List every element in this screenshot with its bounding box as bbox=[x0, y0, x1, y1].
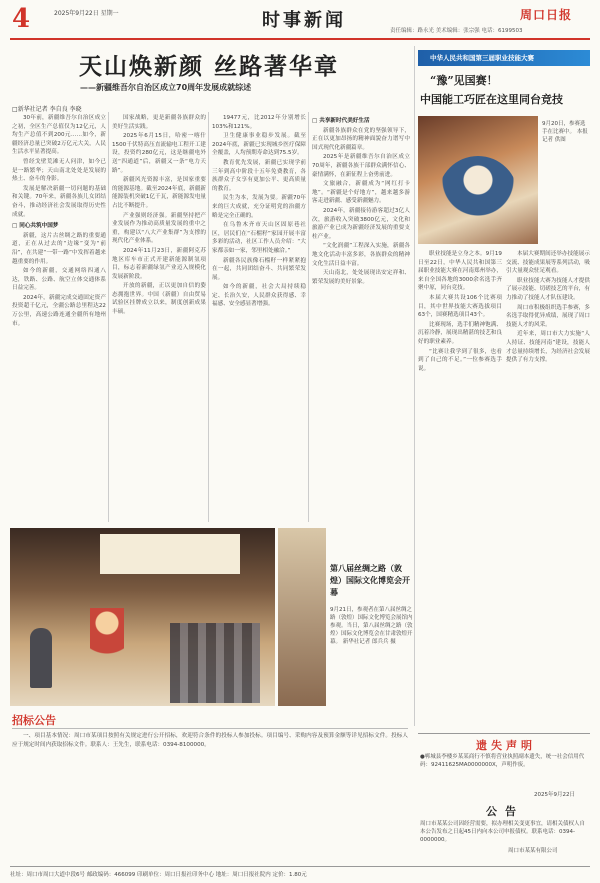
paragraph: 本届大赛共设106个比赛项目，其中世界技能大赛选拔项目63个，国赛精选项目43个。 bbox=[418, 294, 502, 319]
notice-rule bbox=[12, 728, 408, 729]
paragraph: 天山南北，处处展现出安定祥和、繁荣发展的美好景象。 bbox=[312, 270, 410, 285]
lost-notice-title: 遗失声明 bbox=[476, 739, 536, 752]
newspaper-logo: 周口日报 bbox=[520, 8, 573, 22]
expo-photo-strip bbox=[278, 528, 326, 706]
article-title: 天山焕新颜 丝路著华章 bbox=[78, 53, 339, 80]
lost-notice-rule bbox=[418, 733, 590, 734]
contest-photo-caption: 9月20日，参赛选手在比赛中。 本报记者 供图 bbox=[542, 121, 588, 143]
contest-photo bbox=[418, 116, 538, 244]
expo-photo bbox=[10, 528, 275, 706]
right-story-title-line1: “豫”见国赛！ bbox=[430, 74, 498, 87]
paragraph: “比赛让我学到了很多，也看到了自己的不足。”一位参赛选手说。 bbox=[418, 348, 502, 372]
page-header bbox=[0, 0, 600, 42]
photo-visitor bbox=[30, 628, 52, 688]
article-subtitle: ——新疆维吾尔自治区成立70周年发展成就综述 bbox=[80, 83, 252, 92]
section-subhead: □ 同心共筑中国梦 bbox=[12, 223, 59, 230]
paragraph: 比赛现场，选手们精神饱满、沉着冷静，展现出精湛的技艺和良好的职业素养。 bbox=[418, 321, 502, 345]
photo-crowd bbox=[170, 623, 260, 703]
expo-photo-title: 第八届丝绸之路（敦煌）国际文化博览会开幕 bbox=[330, 563, 410, 597]
article-column-2 bbox=[112, 114, 206, 522]
announcement-body: 周口市某某公司因经营需要，拟办理相关变更事宜，请相关债权人自本公告发布之日起45日内向本公司申报债权。联系电话：0394-0000000。 bbox=[420, 821, 586, 843]
page-number: 4 bbox=[12, 4, 31, 34]
column-divider bbox=[308, 112, 309, 522]
editor-credits: 责任编辑：路永光 美术编辑：张宗强 电话：6199503 bbox=[390, 28, 523, 34]
paragraph: 发展是解决新疆一切问题的基础和关键。70年来，新疆各族儿女团结奋斗，推动经济社会发展取得历史性成就。 bbox=[12, 185, 106, 218]
tender-notice-body bbox=[12, 732, 408, 862]
announcement-title: 公告 bbox=[486, 805, 524, 818]
article-column-1 bbox=[12, 114, 106, 522]
paragraph: 2025年是新疆维吾尔自治区成立70周年，新疆各族干部群众满怀信心、豪情满怀，在新征程上奋勇前进。 bbox=[312, 154, 410, 178]
column-divider bbox=[414, 46, 415, 726]
photo-figures bbox=[438, 156, 518, 236]
paragraph: 职业技能是立身之本。9月19日至22日，中华人民共和国第三届职业技能大赛在河南郑州举办，来自全国各地的3000余名选手齐聚中原，同台竞技。 bbox=[418, 251, 502, 292]
paragraph: 国家战略，更是新疆各族群众的美好生活实践。 bbox=[112, 115, 206, 130]
photo-doll-figure bbox=[90, 608, 124, 668]
right-story-title-line2: 中国能工巧匠在这里同台竞技 bbox=[420, 93, 563, 106]
article-column-4 bbox=[312, 114, 410, 522]
paragraph: 2025年6月15日，哈密一喀什1500千伏特高压直流输电工程开工建设，投资约280亿元，这是继疆电外送“四通道”后，新疆又一条“电力天路”。 bbox=[112, 133, 206, 174]
paragraph: 近年来，周口市大力实施“人人持证、技能河南”建设，技能人才总量持续增长，为经济社会发展提供了有力支撑。 bbox=[506, 331, 590, 364]
paragraph: 教育优先发展，新疆已实现学前三年到高中阶段十五年免费教育，各族群众子女享有更加公平、更高质量的教育。 bbox=[212, 159, 306, 192]
paragraph: 文旅融合，新疆成为“网红打卡地”。“新疆是个好地方”，越来越多游客走进新疆、感受新疆魅力。 bbox=[312, 181, 410, 205]
paragraph: 开放的新疆，正以更加自信的姿态拥抱世界。中国（新疆）自由贸易试验区挂牌成立以来，制度创新成果丰硕。 bbox=[112, 283, 206, 316]
paragraph: 2024年，新疆完成交通固定资产投资超千亿元，全疆公路总里程达22万公里，高速公路连通全疆所有地州市。 bbox=[12, 294, 106, 327]
paragraph: 产业强则经济强。新疆坚持把产业发展作为推动高质量发展的重中之重，构建以“八大产业集群”为支撑的现代化产业体系。 bbox=[112, 212, 206, 245]
section-subhead: □ 共享新时代美好生活 bbox=[312, 118, 370, 124]
paragraph: 2024年，新疆接待游客超过3亿人次，旅游收入突破3800亿元，文化和旅游产业已成为新疆经济发展的重要支柱产业。 bbox=[312, 207, 410, 240]
lost-notice-date: 2025年9月22日 bbox=[534, 792, 575, 798]
paragraph: 新疆风光资源丰富，是国家重要的能源基地。截至2024年底，新疆新能源装机突破1亿千瓦，新能源发电量占比不断提升。 bbox=[112, 177, 206, 209]
paragraph: “文化润疆”工程深入实施，新疆各地文化活动丰富多彩，各族群众的精神文化生活日益丰富。 bbox=[312, 243, 410, 267]
header-rule bbox=[10, 38, 590, 40]
paragraph: 新疆，这片古丝绸之路的重要通道，正在从过去的“边缘”变为“前沿”，在共建“一带一路”中发挥着越来越重要的作用。 bbox=[12, 232, 106, 265]
paragraph: 职业技能大赛为技能人才提供了展示技能、切磋技艺的平台，有力推动了技能人才队伍建设。 bbox=[506, 277, 590, 301]
column-divider bbox=[208, 112, 209, 522]
paragraph: 本届大赛期间还举办技能展示交流、技能成果展等系列活动，吸引大量观众驻足观看。 bbox=[506, 251, 590, 275]
paragraph: 如今的新疆，交通网络四通八达，铁路、公路、航空立体交通体系日益完善。 bbox=[12, 268, 106, 292]
photo-banner-art bbox=[100, 534, 240, 574]
lost-notice-body: ●郸城县李楼乡某某商行不慎将营业执照副本遗失，统一社会信用代码：92411625MA0000000X，声明作废。 bbox=[420, 754, 585, 768]
paragraph: 新疆各民族像石榴籽一样紧紧抱在一起，共同团结奋斗、共同繁荣发展。 bbox=[212, 257, 306, 281]
date-line: 2025年9月22日 星期一 bbox=[54, 10, 119, 17]
announcement-signature: 周口市某某有限公司 bbox=[508, 848, 558, 854]
paragraph: 在乌鲁木齐市天山区固原巷社区，居民们在“石榴籽”家园开展丰富多彩的活动，社区工作人员介绍：“大家都亲如一家，邻里相处融洽。” bbox=[212, 222, 306, 254]
section-title: 时事新闻 bbox=[262, 10, 346, 31]
page-footer: 社址：周口市周口大道中段6号 邮政编码：466099 印刷单位：周口日报社印务中心 地址：周口日报社院内 定价：1.80元 bbox=[10, 866, 590, 878]
paragraph: 卫生健康事业稳步发展。截至2024年底，新疆已实现城乡医疗保障全覆盖，人均预期寿命达到75.5岁。 bbox=[212, 133, 306, 157]
paragraph: 如今的新疆，社会大局持续稳定、长治久安，人民群众获得感、幸福感、安全感显著增强。 bbox=[212, 284, 306, 308]
banner-text: 中华人民共和国第三届职业技能大赛 bbox=[430, 54, 534, 62]
paragraph: 新疆各族群众在党的坚强领导下，正在以更加昂扬的精神面貌奋力谱写中国式现代化新疆篇章。 bbox=[312, 127, 410, 151]
paragraph: 曾经戈壁荒滩无人问津，如今已是一路繁华；天山南北处处是发展的热土、奋斗的身影。 bbox=[12, 158, 106, 183]
tender-notice-title: 招标公告 bbox=[12, 714, 56, 727]
paragraph: 民生为本，发展为要。新疆70年来的巨大成就，充分证明党的治疆方略是完全正确的。 bbox=[212, 195, 306, 219]
right-column-b bbox=[506, 250, 590, 720]
right-column-a bbox=[418, 250, 502, 720]
paragraph: 19477元，比2012年分别增长103%和121%。 bbox=[212, 115, 306, 130]
article-column-3 bbox=[212, 114, 306, 522]
column-divider bbox=[108, 112, 109, 522]
paragraph: 30年前，新疆维吾尔自治区成立之初，全区生产总值仅为12亿元，人均生产总值不到200元……如今，新疆经济总量已突破2万亿元大关，人民生活水平显著提高。 bbox=[12, 115, 106, 156]
expo-photo-caption: 9月21日，参观者在第八届丝绸之路（敦煌）国际文化博览会展馆内参观。当日，第八届丝绸之路（敦煌）国际文化博览会在甘肃敦煌开幕。 新华社记者 郎兵兵 摄 bbox=[330, 607, 413, 645]
paragraph: 一、项目基本情况：周口市某项目按照有关规定进行公开招标，欢迎符合条件的投标人参加投标。项目编号、采购内容及预算金额等详见招标文件。投标人应于规定时间内获取招标文件。联系人：王先生，联系电话：0394-8100000。 bbox=[12, 733, 408, 748]
article-byline: □新华社记者 李自良 李晓 bbox=[12, 106, 82, 113]
paragraph: 2024年11月23日，新疆阿克苏地区库车市正式开建新能源制氢项目，标志着新疆绿氢产业迈入规模化发展新阶段。 bbox=[112, 247, 206, 280]
paragraph: 周口市积极组织选手参赛，多名选手取得优异成绩，展现了周口技能人才的风采。 bbox=[506, 304, 590, 328]
